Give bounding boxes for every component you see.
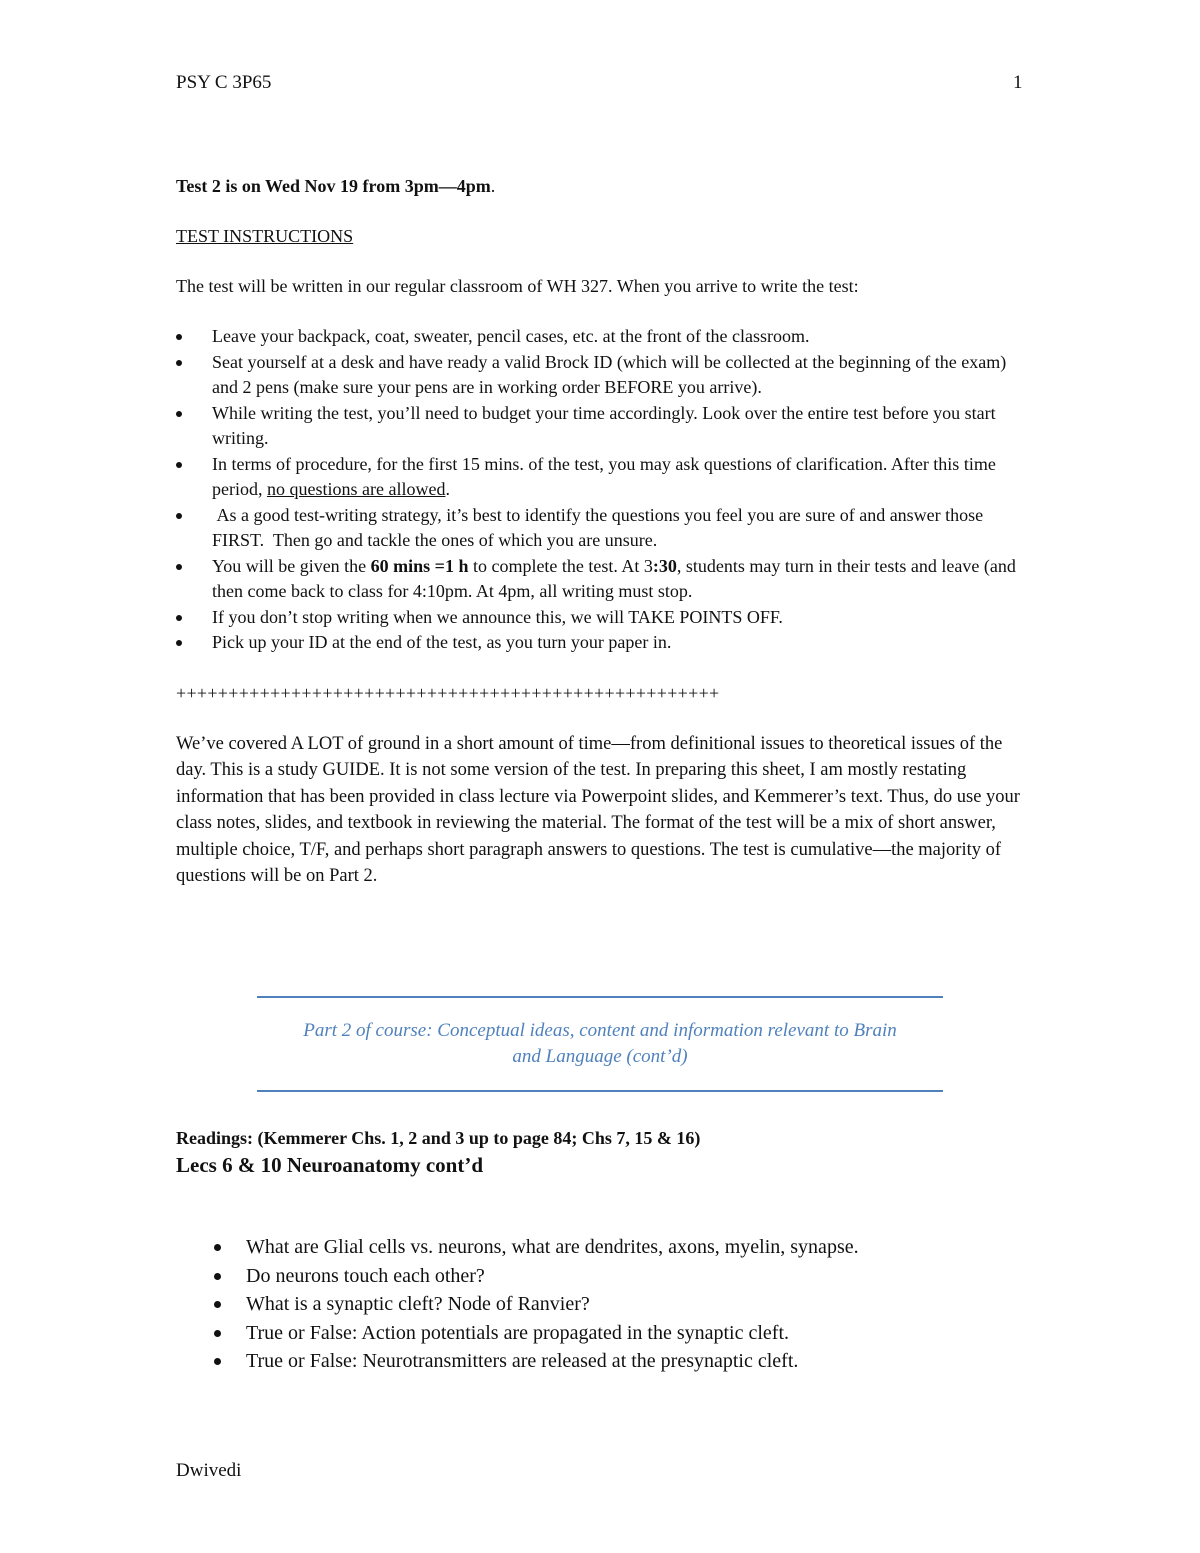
header-page-number: 1 <box>1013 72 1023 93</box>
callout-text <box>257 1018 943 1070</box>
list-item <box>176 1319 1036 1348</box>
list-item <box>176 503 1036 554</box>
no-questions-emphasis: no questions are allowed <box>266 479 446 499</box>
question-list <box>176 1233 1036 1376</box>
bullet-icon <box>176 564 182 570</box>
header-course: PSY C 3P65 <box>176 72 272 93</box>
list-item-text: . <box>445 479 450 499</box>
spacer <box>176 249 1036 274</box>
bullet-icon <box>214 1273 221 1280</box>
bullet-icon <box>214 1358 221 1365</box>
spacer <box>176 1179 1036 1233</box>
footer-author: Dwivedi <box>176 1460 242 1481</box>
question-text: True or False: Action potentials are propagated in the synaptic cleft. <box>246 1321 790 1344</box>
bullet-icon <box>176 615 182 621</box>
question-text: True or False: Neurotransmitters are released at the presynaptic cleft. <box>246 1350 799 1372</box>
list-item <box>176 350 1036 401</box>
test-date-text: Test 2 is on Wed Nov 19 from 3pm—4pm <box>176 176 491 196</box>
part2-callout <box>257 996 943 1092</box>
part2-section <box>176 1126 1036 1376</box>
bullet-icon <box>214 1301 221 1308</box>
spacer <box>176 706 1036 731</box>
list-item-text: Leave your backpack, coat, sweater, pencil cases, etc. at the front of the classroom. <box>212 326 810 346</box>
list-item-text: While writing the test, you’ll need to budget your time accordingly. Look over the entire test before you start writing. <box>212 402 996 448</box>
list-item <box>176 1262 1036 1291</box>
bullet-icon <box>214 1330 221 1337</box>
spacer <box>176 299 1036 324</box>
bullet-icon <box>176 334 182 340</box>
test-date <box>176 174 1036 199</box>
lecture-heading: Lecs 6 & 10 Neuroanatomy cont’d <box>176 1153 484 1177</box>
bullet-icon <box>176 411 182 417</box>
question-text: Do neurons touch each other? <box>246 1264 485 1287</box>
study-paragraph: We’ve covered A LOT of ground in a short amount of time—from definitional issues to theoretical issues of the day. This is a study GUIDE. It is not some version of the test. In preparing this sheet, I am mostly restating information that has been provided in class lecture via Powerpoint slides, and Kemmerer’s text. Thus, do use your class notes, slides, and textbook in reviewing the material. The format of the test will be a mix of short answer, multiple choice, T/F, and perhaps short paragraph answers to questions. The test is cumulative—the majority of questions will be on Part 2. <box>176 733 1020 886</box>
list-item-text: Seat yourself at a desk and have ready a valid Brock ID (which will be collected at the beginning of the exam) and 2 pens (make sure your pens are in working order BEFORE you arrive). <box>212 351 1007 397</box>
list-item <box>176 1233 1036 1262</box>
list-item <box>176 401 1036 452</box>
spacer <box>176 199 1036 224</box>
instructions-list <box>176 324 1036 656</box>
list-item <box>176 324 1036 350</box>
readings-line: Readings: (Kemmerer Chs. 1, 2 and 3 up to page 84; Chs 7, 15 & 16) <box>176 1128 701 1148</box>
list-item-text: , students may turn in their tests and leave (and then come back to class for 4:10pm. At 4pm, all writing must stop. <box>212 555 1016 601</box>
question-text: What are Glial cells vs. neurons, what are dendrites, axons, myelin, synapse. <box>246 1236 859 1258</box>
bullet-icon <box>214 1244 221 1251</box>
callout-line-1: Part 2 of course: Conceptual ideas, content and information relevant to Brain <box>303 1020 897 1041</box>
list-item-text: Pick up your ID at the end of the test, as you turn your paper in. <box>212 632 672 652</box>
callout-line-2: and Language (cont’d) <box>512 1046 688 1067</box>
list-item <box>176 452 1036 503</box>
bullet-icon <box>176 513 182 519</box>
list-item-text: You will be given the <box>212 555 371 576</box>
list-item-text: In terms of procedure, for the first 15 mins. of the test, you may ask questions of clarification. After this time period, <box>212 453 996 499</box>
duration-emphasis: 60 mins =1 h <box>370 555 469 576</box>
spacer <box>176 656 1036 681</box>
list-item-text: As a good test-writing strategy, it’s best to identify the questions you feel you are sure of and answer those FIRST. Then go and tackle the ones of which you are unsure. <box>212 504 988 550</box>
bullet-icon <box>176 640 182 646</box>
instructions-heading: TEST INSTRUCTIONS <box>176 226 354 246</box>
page-body <box>176 174 1036 890</box>
list-item-text: If you don’t stop writing when we announce this, we will TAKE POINTS OFF. <box>212 606 783 627</box>
list-item <box>176 1347 1036 1376</box>
list-item <box>176 630 1036 656</box>
list-item <box>176 554 1036 605</box>
list-item <box>176 1290 1036 1319</box>
time-emphasis: :30 <box>652 555 677 576</box>
bullet-icon <box>176 462 182 468</box>
separator: ++++++++++++++++++++++++++++++++++++++++++++++++++++ <box>176 682 720 703</box>
list-item-text: to complete the test. At 3 <box>468 555 653 576</box>
bullet-icon <box>176 360 182 366</box>
list-item <box>176 605 1036 631</box>
instructions-intro: The test will be written in our regular classroom of WH 327. When you arrive to write the test: <box>176 276 859 296</box>
question-text: What is a synaptic cleft? Node of Ranvier? <box>246 1293 590 1315</box>
test-date-period: . <box>490 176 496 196</box>
